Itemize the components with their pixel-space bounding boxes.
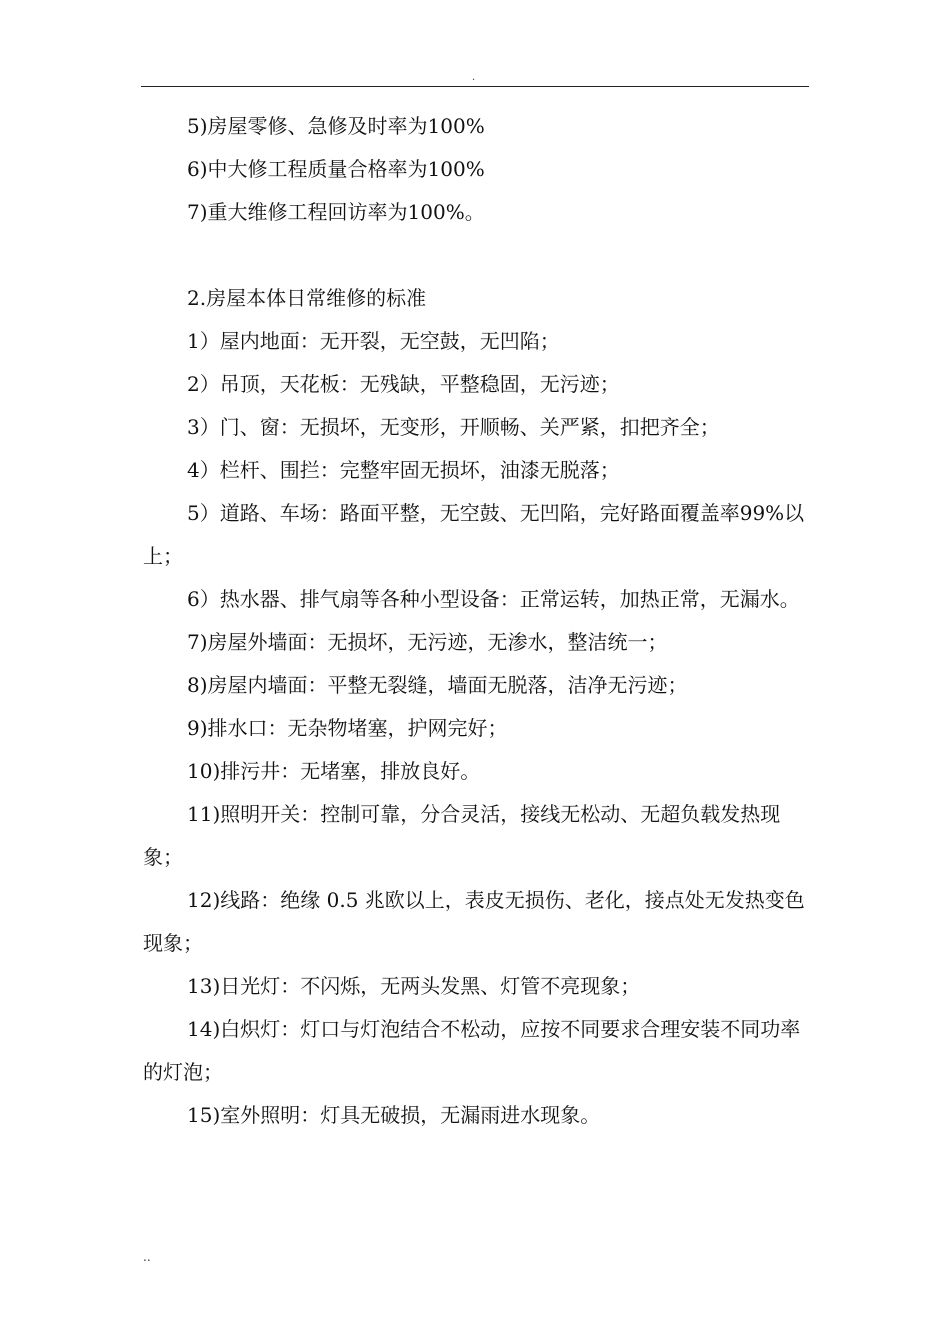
paragraph: 6）热水器、排气扇等各种小型设备：正常运转，加热正常，无漏水。 [187,587,800,611]
paragraph: 11)照明开关：控制可靠，分合灵活，接线无松动、无超负载发热现象； [143,802,781,869]
header-mark: . [472,72,476,83]
paragraph: 5）道路、车场：路面平整，无空鼓、无凹陷，完好路面覆盖率99%以上； [143,501,805,568]
paragraph: 4）栏杆、围拦：完整牢固无损坏，油漆无脱落； [187,458,620,482]
paragraph: 3）门、窗：无损坏，无变形，开顺畅、关严紧，扣把齐全； [187,415,720,439]
paragraph: 8)房屋内墙面：平整无裂缝，墙面无脱落，洁净无污迹； [187,673,688,697]
paragraph: 9)排水口：无杂物堵塞，护网完好； [187,716,508,740]
footer-mark: .. [143,1250,151,1264]
paragraph: 15)室外照明：灯具无破损，无漏雨进水现象。 [187,1103,601,1127]
paragraph: 1）屋内地面：无开裂，无空鼓，无凹陷； [187,329,560,353]
document-body [143,105,809,1137]
paragraph: 13)日光灯：不闪烁，无两头发黑、灯管不亮现象； [187,974,641,998]
paragraph: 14)白炽灯：灯口与灯泡结合不松动，应按不同要求合理安装不同功率的灯泡； [143,1017,801,1084]
section-heading: 2.房屋本体日常维修的标准 [187,286,427,310]
paragraph: 12)线路：绝缘 0.5 兆欧以上，表皮无损伤、老化，接点处无发热变色现象； [143,888,805,955]
paragraph: 5)房屋零修、急修及时率为100% [187,114,485,138]
paragraph-gap [143,234,809,277]
paragraph: 7)重大维修工程回访率为100%。 [187,200,485,224]
header-rule [141,86,809,87]
paragraph: 2）吊顶，天花板：无残缺，平整稳固，无污迹； [187,372,620,396]
paragraph: 10)排污井：无堵塞，排放良好。 [187,759,481,783]
paragraph: 6)中大修工程质量合格率为100% [187,157,485,181]
paragraph: 7)房屋外墙面：无损坏，无污迹，无渗水，整洁统一； [187,630,668,654]
